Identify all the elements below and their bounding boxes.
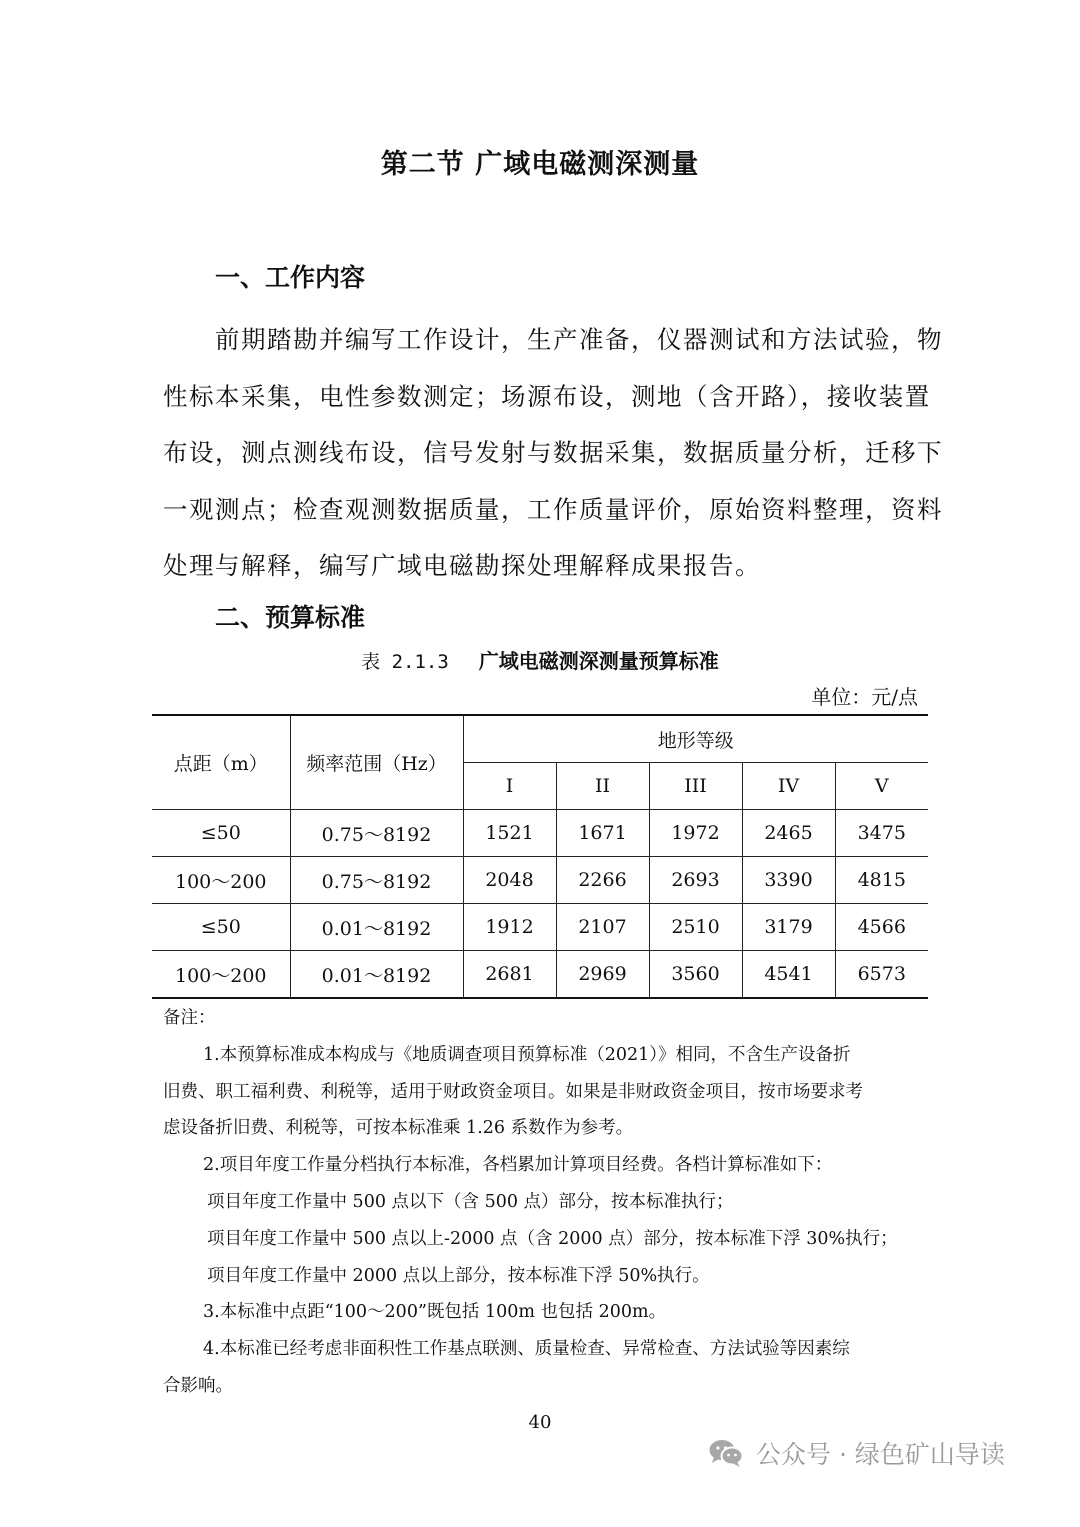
table-title: 广域电磁测深测量预算标准 [478, 649, 719, 673]
cell-value: 3475 [835, 810, 928, 857]
paragraph-line: 处理与解释，编写广域电磁勘探处理解释成果报告。 [163, 551, 761, 581]
cell-value: 1671 [556, 810, 649, 857]
cell-value: 2048 [463, 857, 556, 904]
heading-work-content: 一、工作内容 [215, 263, 366, 292]
cell-spacing: 100～200 [152, 951, 290, 999]
paragraph-line: 一观测点；检查观测数据质量，工作质量评价，原始资料整理，资料 [163, 494, 943, 524]
unit-label: 单位：元/点 [811, 685, 918, 709]
cell-value: 1972 [649, 810, 742, 857]
note-line: 4.本标准已经考虑非面积性工作基点联测、质量检查、异常检查、方法试验等因素综 [203, 1339, 850, 1360]
wechat-icon [708, 1438, 744, 1468]
note-line: 旧费、职工福利费、利税等，适用于财政资金项目。如果是非财政资金项目，按市场要求考 [163, 1081, 863, 1102]
table-caption [0, 645, 1080, 674]
cell-value: 2681 [463, 951, 556, 999]
header-grade: III [649, 763, 742, 810]
table-row [152, 857, 928, 904]
notes-section [163, 1000, 923, 1405]
table-header-row [152, 715, 928, 763]
cell-value: 2510 [649, 904, 742, 951]
note-line: 合影响。 [163, 1375, 233, 1396]
cell-spacing: ≤50 [152, 810, 290, 857]
table-row [152, 904, 928, 951]
note-line: 3.本标准中点距“100～200”既包括 100m 也包括 200m。 [203, 1302, 667, 1323]
header-frequency: 频率范围（Hz） [290, 715, 463, 810]
table-row [152, 810, 928, 857]
page-number: 40 [528, 1412, 552, 1433]
budget-table [152, 714, 928, 999]
section-title: 第二节 广域电磁测深测量 [380, 149, 700, 180]
cell-value: 4815 [835, 857, 928, 904]
note-line: 项目年度工作量中 500 点以下（含 500 点）部分，按本标准执行； [207, 1191, 734, 1212]
header-grade: V [835, 763, 928, 810]
cell-spacing: ≤50 [152, 904, 290, 951]
table-number: 表 2.1.3 [361, 651, 449, 673]
header-spacing: 点距（m） [152, 715, 290, 810]
note-line: 项目年度工作量中 2000 点以上部分，按本标准下浮 50%执行。 [207, 1265, 710, 1286]
cell-value: 2693 [649, 857, 742, 904]
cell-value: 2465 [742, 810, 835, 857]
cell-value: 4566 [835, 904, 928, 951]
cell-frequency: 0.75～8192 [290, 857, 463, 904]
header-grade: I [463, 763, 556, 810]
cell-value: 2266 [556, 857, 649, 904]
cell-value: 1912 [463, 904, 556, 951]
paragraph-line: 前期踏勘并编写工作设计，生产准备，仪器测试和方法试验，物 [215, 325, 943, 354]
cell-frequency: 0.01～8192 [290, 951, 463, 999]
cell-value: 3390 [742, 857, 835, 904]
cell-value: 2107 [556, 904, 649, 951]
note-line: 1.本预算标准成本构成与《地质调查项目预算标准（2021）》相同，不含生产设备折 [203, 1044, 851, 1065]
paragraph-line: 性标本采集，电性参数测定；场源布设，测地（含开路），接收装置 [163, 381, 931, 411]
cell-value: 3560 [649, 951, 742, 999]
note-line: 项目年度工作量中 500 点以上-2000 点（含 2000 点）部分，按本标准下浮 30%执行； [207, 1228, 898, 1249]
cell-value: 3179 [742, 904, 835, 951]
header-grade: IV [742, 763, 835, 810]
watermark [708, 1433, 1005, 1473]
cell-value: 2969 [556, 951, 649, 999]
cell-frequency: 0.01～8192 [290, 904, 463, 951]
heading-budget-standard: 二、预算标准 [215, 603, 366, 632]
cell-spacing: 100～200 [152, 857, 290, 904]
header-grade: II [556, 763, 649, 810]
cell-value: 4541 [742, 951, 835, 999]
note-line: 2.项目年度工作量分档执行本标准，各档累加计算项目经费。各档计算标准如下： [203, 1155, 833, 1176]
table-row [152, 951, 928, 999]
notes-label: 备注： [163, 1008, 216, 1028]
note-line: 虑设备折旧费、利税等，可按本标准乘 1.26 系数作为参考。 [163, 1118, 634, 1139]
header-terrain-grade: 地形等级 [463, 715, 928, 763]
cell-frequency: 0.75～8192 [290, 810, 463, 857]
cell-value: 1521 [463, 810, 556, 857]
paragraph-line: 布设，测点测线布设，信号发射与数据采集，数据质量分析，迁移下 [163, 438, 943, 468]
watermark-text: 公众号 · 绿色矿山导读 [756, 1440, 1005, 1469]
cell-value: 6573 [835, 951, 928, 999]
work-content-paragraph [163, 312, 943, 595]
